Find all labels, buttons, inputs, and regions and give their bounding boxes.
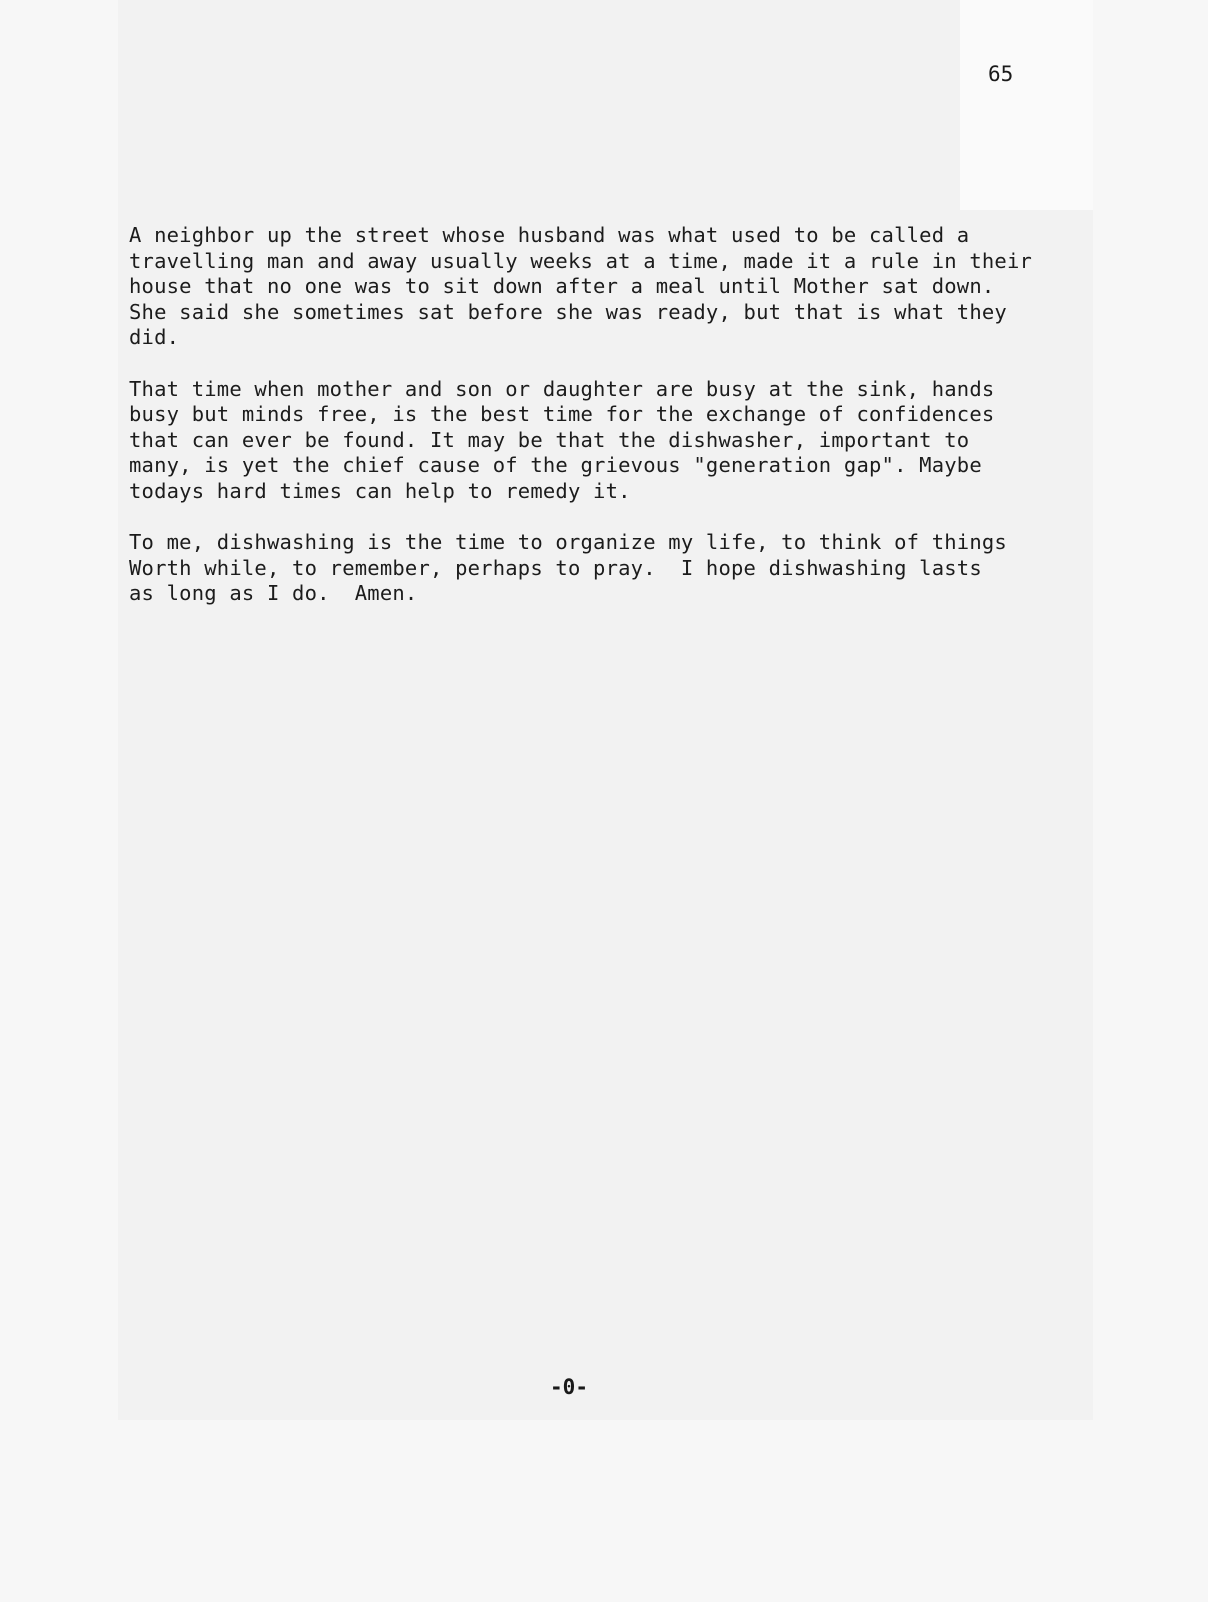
text-line: Worth while, to remember, perhaps to pray. I hope dishwashing lasts bbox=[129, 555, 982, 580]
page-number: 65 bbox=[988, 62, 1014, 86]
text-line: travelling man and away usually weeks at a time, made it a rule in their bbox=[129, 248, 1033, 273]
text-line: To me, dishwashing is the time to organize my life, to think of things bbox=[129, 530, 1007, 555]
text-line: busy but minds free, is the best time for the exchange of confidences bbox=[129, 402, 995, 427]
end-mark: -0- bbox=[550, 1375, 588, 1399]
paper-sheet-corner bbox=[960, 0, 1093, 210]
text-line: many, is yet the chief cause of the grievous "generation gap". Maybe bbox=[129, 453, 982, 478]
text-line: A neighbor up the street whose husband was what used to be called a bbox=[129, 223, 970, 247]
paragraph-2 bbox=[129, 377, 1079, 505]
body-text bbox=[129, 223, 1079, 633]
paragraph-1 bbox=[129, 223, 1079, 351]
text-line: did. bbox=[129, 325, 180, 350]
text-line: She said she sometimes sat before she was ready, but that is what they bbox=[129, 299, 1007, 324]
paper-sheet bbox=[118, 0, 1093, 1420]
text-line: house that no one was to sit down after a meal until Mother sat down. bbox=[129, 274, 995, 299]
text-line: that can ever be found. It may be that the dishwasher, important to bbox=[129, 427, 970, 452]
text-line: todays hard times can help to remedy it. bbox=[129, 478, 631, 503]
text-line: as long as I do. Amen. bbox=[129, 581, 418, 606]
paragraph-3 bbox=[129, 530, 1079, 607]
text-line: That time when mother and son or daughter are busy at the sink, hands bbox=[129, 376, 995, 401]
